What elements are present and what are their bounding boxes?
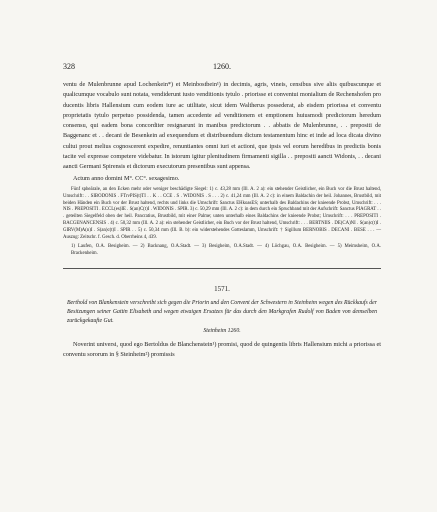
section-divider bbox=[63, 268, 381, 269]
document-number: 1571. bbox=[214, 284, 230, 293]
charter-dating-line: Actum anno domini M°. CC°. sexagesimo. bbox=[73, 174, 180, 182]
charter-text-1571: Noverint universi, quod ego Bertoldus de Blanchenstein¹) promisi, quod de quingentis libris Hallensium michi a priorissa et conventu sororum in § Steinheim²) promissis bbox=[63, 340, 381, 359]
page-header bbox=[63, 62, 381, 76]
place-and-date: Steinheim 1260. bbox=[203, 327, 241, 334]
place-footnotes: 1) Laufen, O.A. Besigheim. — 2) Backnang, O.A.Stadt. — 3) Besigheim, O.A.Stadt. — 4) Löchgau, O.A. Besigheim. — 5) Meimsheim, O.A. Brackenheim. bbox=[71, 244, 381, 257]
page-number: 328 bbox=[63, 62, 75, 71]
page-year-heading: 1260. bbox=[213, 62, 231, 71]
charter-text-1570: ventu de Mulenbrunne apud Lochenkein*) et Meinbostbein¹) in decimis, agris, vineis, censibus sive aliis quibuscunque et qualicumque vocabulo sunt notata, vendiderunt iusto venditionis tytulo . priorisse et conventui monialium de Rechenshofen pro ducentis libris Hallensium cum eodem iure ac utilitate, sicut idem Waltherus possederat, ab eisdem priorissa et conventu proprietatis tytulo perpetuo possidenda, tamen accedente ad venditionem et emptionem huiusmodi predictorum heredum consensu, qui eadem bona concorditer resignarunt in manibus predictorum . . abbatis de Mulenbrunne, . . prepositi de Baggenanc et . . decani de Besenkein ad exequendum et distribuendum dictum testamentum hinc et inde ad loca dicata divino cultui prout melius cognoscerent expedire, renuntiantes omni iuri et actioni, que ipsis vel eorum heredibus in predictis bonis tacite vel expresse competere videbatur. In istorum igitur plenitudinem firmamenti sigilla . . prepositi aancti Widonis, . . decani aancti Germani Spirensis et dictorum executorum presentibus sunt appensa. bbox=[63, 81, 381, 171]
document-summary-regest: Berthold von Blankenstein verschreibt sich gegen die Priorin und den Convent der Schwestern in Steinheim wegen des Rückkaufs der Besitzungen seiner Gattin Elisabeth und wegen etwaigen Ersatzes für das durch den Markgrafen Rudolf von Baden von demselben zurückgekaufte Gut. bbox=[67, 299, 377, 324]
seal-description-notes: Fünf spheärale, an den Ecken mehr oder weniger beschädigte Siegel: 1) c. 43,28 mm (Ill. A. 2 a): ein stehender Geistlicher, ein Buch vor die Brust haltend, Umschrift: . . SIBODONIS . FTrvPIS(t)TI . . K . . CCE . S . WIDONIS . S . . . 2) c. 41,24 mm (Ill. A. 2 c): in einem Baldachin der heil. Johannes, Brustbild, mit beiden Händen ein Buch vor der Brust haltend, rechts und links die Umschrift: Sanctus EHkoasES; unterhalb des Baldachins der knieende Probst, Umschrift: . . . NIS . PREPOSITI . ECCL(es)IE . S(an)C(t)I . WIDONIS . SPIR. 3) c. 50,29 mm (Ill. A. 2 c): in dem durch ein Spruchband mit der Aufschrift: Sanctus PIAGRAT . . . geteilten Siegelfeld oben der heil. Pancratius, Brustbild, mit einer Palme; unten unterhalb eines Baldachins der knieende Probst; Umschrift: . . . PREPOSITI . BACGENANCENSIS . 4) c. 50,32 mm (Ill. A. 2 a): ein stehender Geistlicher, ein Buch vor der Brust haltend, Umschrift: . . . BERTNIIS . DE(CA)NI . S(an)c(t)I . GIRV(M)A(n)I . S(an)c(t)I . SPIR . . 5) c. 50,34 mm (Ill. B. b): ein widerstehendes Gotteslamm, Umschrift: † Sigillum BERNOBIS . DECANI . BESE . . . — Auszug: Zeitschr. f. Gesch. d. Oberrheins 4, 439. bbox=[63, 186, 381, 240]
document-page bbox=[63, 62, 381, 361]
